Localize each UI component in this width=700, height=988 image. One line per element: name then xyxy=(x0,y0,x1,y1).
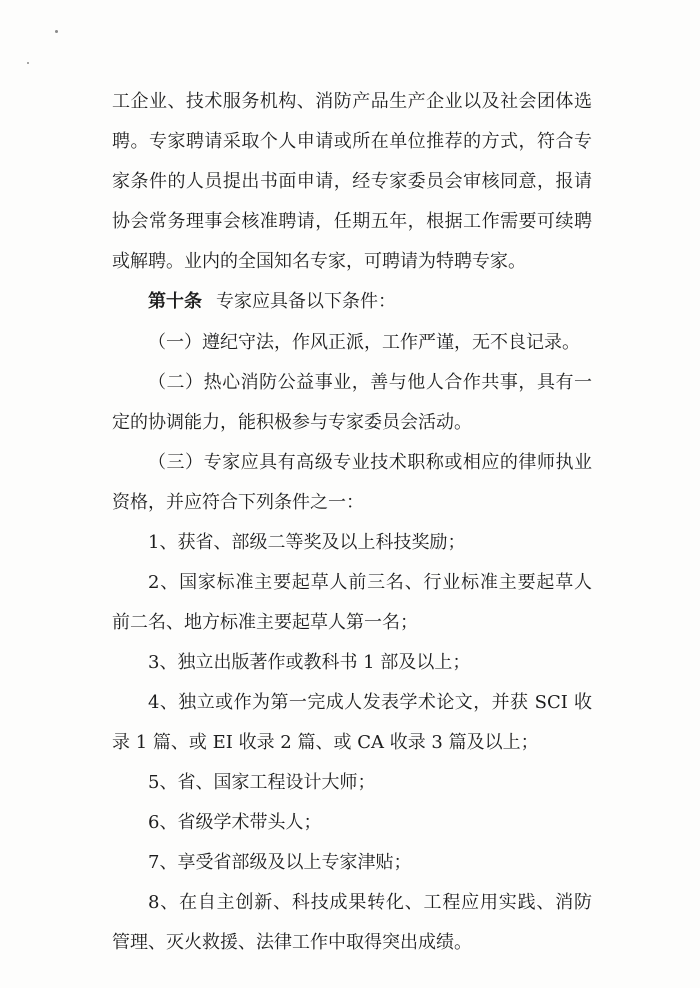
list-item: 4、独立或作为第一完成人发表学术论文，并获 SCI 收 xyxy=(148,692,592,713)
article-label: 第十条 xyxy=(148,291,202,312)
paragraph-line: 聘。专家聘请采取个人申请或所在单位推荐的方式，符合专 xyxy=(112,131,592,152)
list-item: 2、国家标准主要起草人前三名、行业标准主要起草人 xyxy=(148,572,592,593)
list-item: 8、在自主创新、科技成果转化、工程应用实践、消防 xyxy=(148,892,592,913)
list-item: 6、省级学术带头人； xyxy=(148,812,322,833)
condition-line: 定的协调能力，能积极参与专家委员会活动。 xyxy=(112,412,472,433)
condition-line: （二）热心消防公益事业，善与他人合作共事，具有一 xyxy=(148,372,592,393)
condition-line: （一）遵纪守法，作风正派，工作严谨，无不良记录。 xyxy=(148,332,580,353)
condition-line: （三）专家应具有高级专业技术职称或相应的律师执业 xyxy=(148,452,592,473)
list-item: 录 1 篇、或 EI 收录 2 篇、或 CA 收录 3 篇及以上； xyxy=(112,732,539,753)
list-item: 前二名、地方标准主要起草人第一名； xyxy=(112,612,418,633)
paragraph-line: 工企业、技术服务机构、消防产品生产企业以及社会团体选 xyxy=(112,91,592,112)
list-item: 5、省、国家工程设计大师； xyxy=(148,772,376,793)
condition-line: 资格，并应符合下列条件之一： xyxy=(112,492,364,513)
list-item: 7、享受省部级及以上专家津贴； xyxy=(148,852,412,873)
list-item: 3、独立出版著作或教科书 1 部及以上； xyxy=(148,652,471,673)
paragraph-line: 协会常务理事会核准聘请，任期五年，根据工作需要可续聘 xyxy=(112,211,592,232)
paragraph-line: 或解聘。业内的全国知名专家，可聘请为特聘专家。 xyxy=(112,251,526,272)
article-text: 专家应具备以下条件： xyxy=(216,291,396,312)
scan-speck xyxy=(27,62,29,64)
list-item: 1、获省、部级二等奖及以上科技奖励； xyxy=(148,532,466,553)
list-item: 管理、灭火救援、法律工作中取得突出成绩。 xyxy=(112,932,472,953)
article-heading xyxy=(148,284,592,320)
scan-speck xyxy=(55,30,58,33)
paragraph-line: 家条件的人员提出书面申请，经专家委员会审核同意，报请 xyxy=(112,171,592,192)
